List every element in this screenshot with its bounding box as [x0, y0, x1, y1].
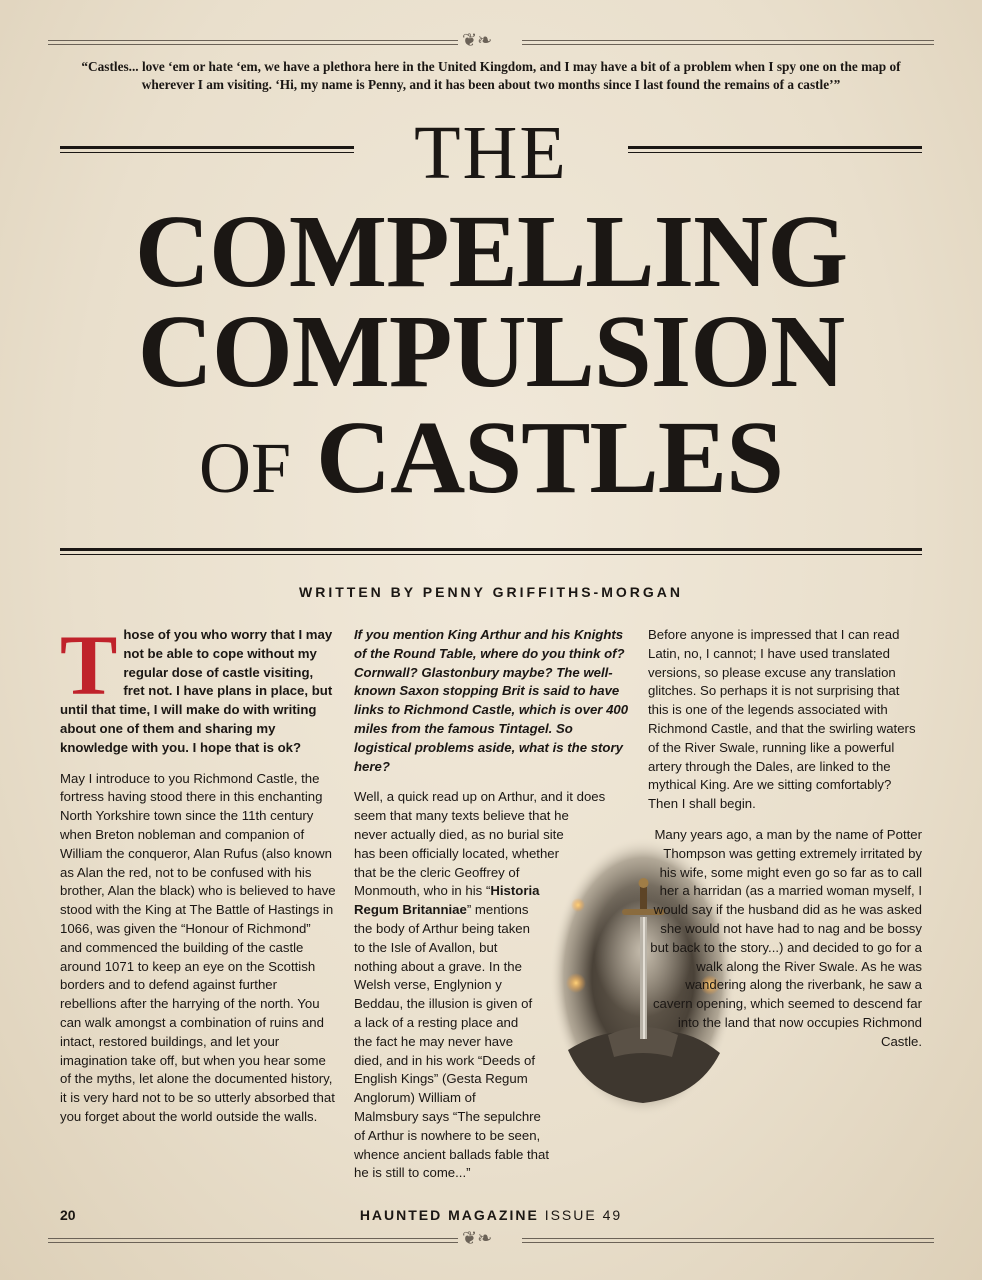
intro-paragraph [60, 617, 336, 758]
title-bar-bottom [60, 548, 922, 555]
title-the: THE [414, 111, 568, 195]
issue-number: ISSUE 49 [544, 1207, 623, 1223]
header-quote: “Castles... love ‘em or hate ‘em, we have a plethora here in the United Kingdom, and I may have a bit of a problem when I spy one on the map of wherever I am visiting. ‘Hi, my name is Penny, and it has been about two months since I last found the remains of a castle’” [81, 59, 901, 92]
magazine-name: HAUNTED MAGAZINE [359, 1207, 539, 1223]
page-number: 20 [60, 1207, 76, 1223]
column-1 [60, 617, 336, 1139]
bottom-rule-left [48, 1238, 458, 1239]
col2-body: Well, a quick read up on Arthur, and it does seem that many texts believe that he never actually died, as no burial site has been officially located, whether that be the cleric Geoffrey of Monmouth, who in his “Historia Regum Britanniae” mentions the body of Arthur being taken to the Isle of Avallon, but nothing about a grave. In the Welsh verse, Englynion y Beddau, the illusion is given of a lack of a resting place and the fact he may never have died, and in his work “Deeds of English Kings” (Gesta Regum Anglorum) William of Malmsbury says “The sepulchre of Arthur is nowhere to be seen, whence ancient ballads fable that he is still to come...” [354, 789, 606, 1181]
footer-magazine [0, 1207, 982, 1223]
top-rule-left-2 [48, 44, 458, 45]
title-compelling: COMPELLING [134, 194, 848, 309]
col3-para-2: Many years ago, a man by the name of Potter Thompson was getting extremely irritated by his wife, some might even go so far as to call her a harridan (as a married woman myself, I would say if the husband did as he was asked she would not have had to nag and be bossy but back to the story...) and decided to go for a walk along the River Swale. As he was wandering along the riverbank, he saw a cavern opening, which seemed to descend far into the land that now occupies Richmond Castle. [650, 826, 922, 1049]
col1-body: May I introduce to you Richmond Castle, the fortress having stood there in this enchanting North Yorkshire town since the 11th century when Breton nobleman and companion of William the conqueror, Alan Rufus (also known as Alan the red, not to be confused with his brother, Alan the black) who is believed to have stood with the King at The Battle of Hastings in 1066, was given the “Honour of Richmond” and commenced the building of the castle around 1071 to keep an eye on the Scottish borders and to defend against further rebellions after the harrying of the north. You can walk amongst a combination of ruins and intact, restored buildings, and let your imagination take off, but when you hear some of the myths, let alone the documented history, it is very hard not to be so utterly absorbed that you forget about the world outside the walls. [60, 770, 336, 1124]
column-3 [648, 626, 922, 1146]
intro-text: hose of you who worry that I may not be able to cope without my regular dose of castle visiting, fret not. I have plans in place, but until that time, I will make do with writing about one of them and sharing my knowledge with you. I hope that is ok? [60, 627, 333, 755]
title-castles: CASTLES [316, 400, 784, 515]
col2-intro: If you mention King Arthur and his Knights of the Round Table, where do you think of? Cornwall? Glastonbury maybe? The well-known Saxon stopping Brit is said to have links to Richmond Castle, which is over 400 miles from the famous Tintagel. So logistical problems aside, what is the story here? [354, 627, 629, 774]
title-compulsion: COMPULSION [137, 294, 845, 409]
bottom-rule-right-2 [522, 1242, 934, 1243]
top-ornament: ❦❧ [462, 30, 493, 51]
title-of: OF [198, 428, 292, 508]
historia-title: Historia Regum Britanniae [354, 883, 540, 918]
drop-cap: T [60, 617, 118, 713]
top-rule-right-2 [522, 44, 934, 45]
col3-para-1: Before anyone is impressed that I can read Latin, no, I cannot; I have used translated versions, so please excuse any translation glitches. So perhaps it is not surprising that this is one of the legends associated with Richmond Castle, and that the swirling waters of the River Swale, running like a powerful artery through the Dales, are linked to the mythical King. Are we sitting comfortably? Then I shall begin. [648, 627, 916, 812]
top-rule-right [522, 40, 934, 41]
title-of-castles [0, 400, 982, 520]
bottom-rule-right [522, 1238, 934, 1239]
byline: WRITTEN BY PENNY GRIFFITHS-MORGAN [299, 584, 683, 600]
bottom-ornament: ❦❧ [462, 1228, 493, 1249]
top-rule-left [48, 40, 458, 41]
bottom-rule-left-2 [48, 1242, 458, 1243]
